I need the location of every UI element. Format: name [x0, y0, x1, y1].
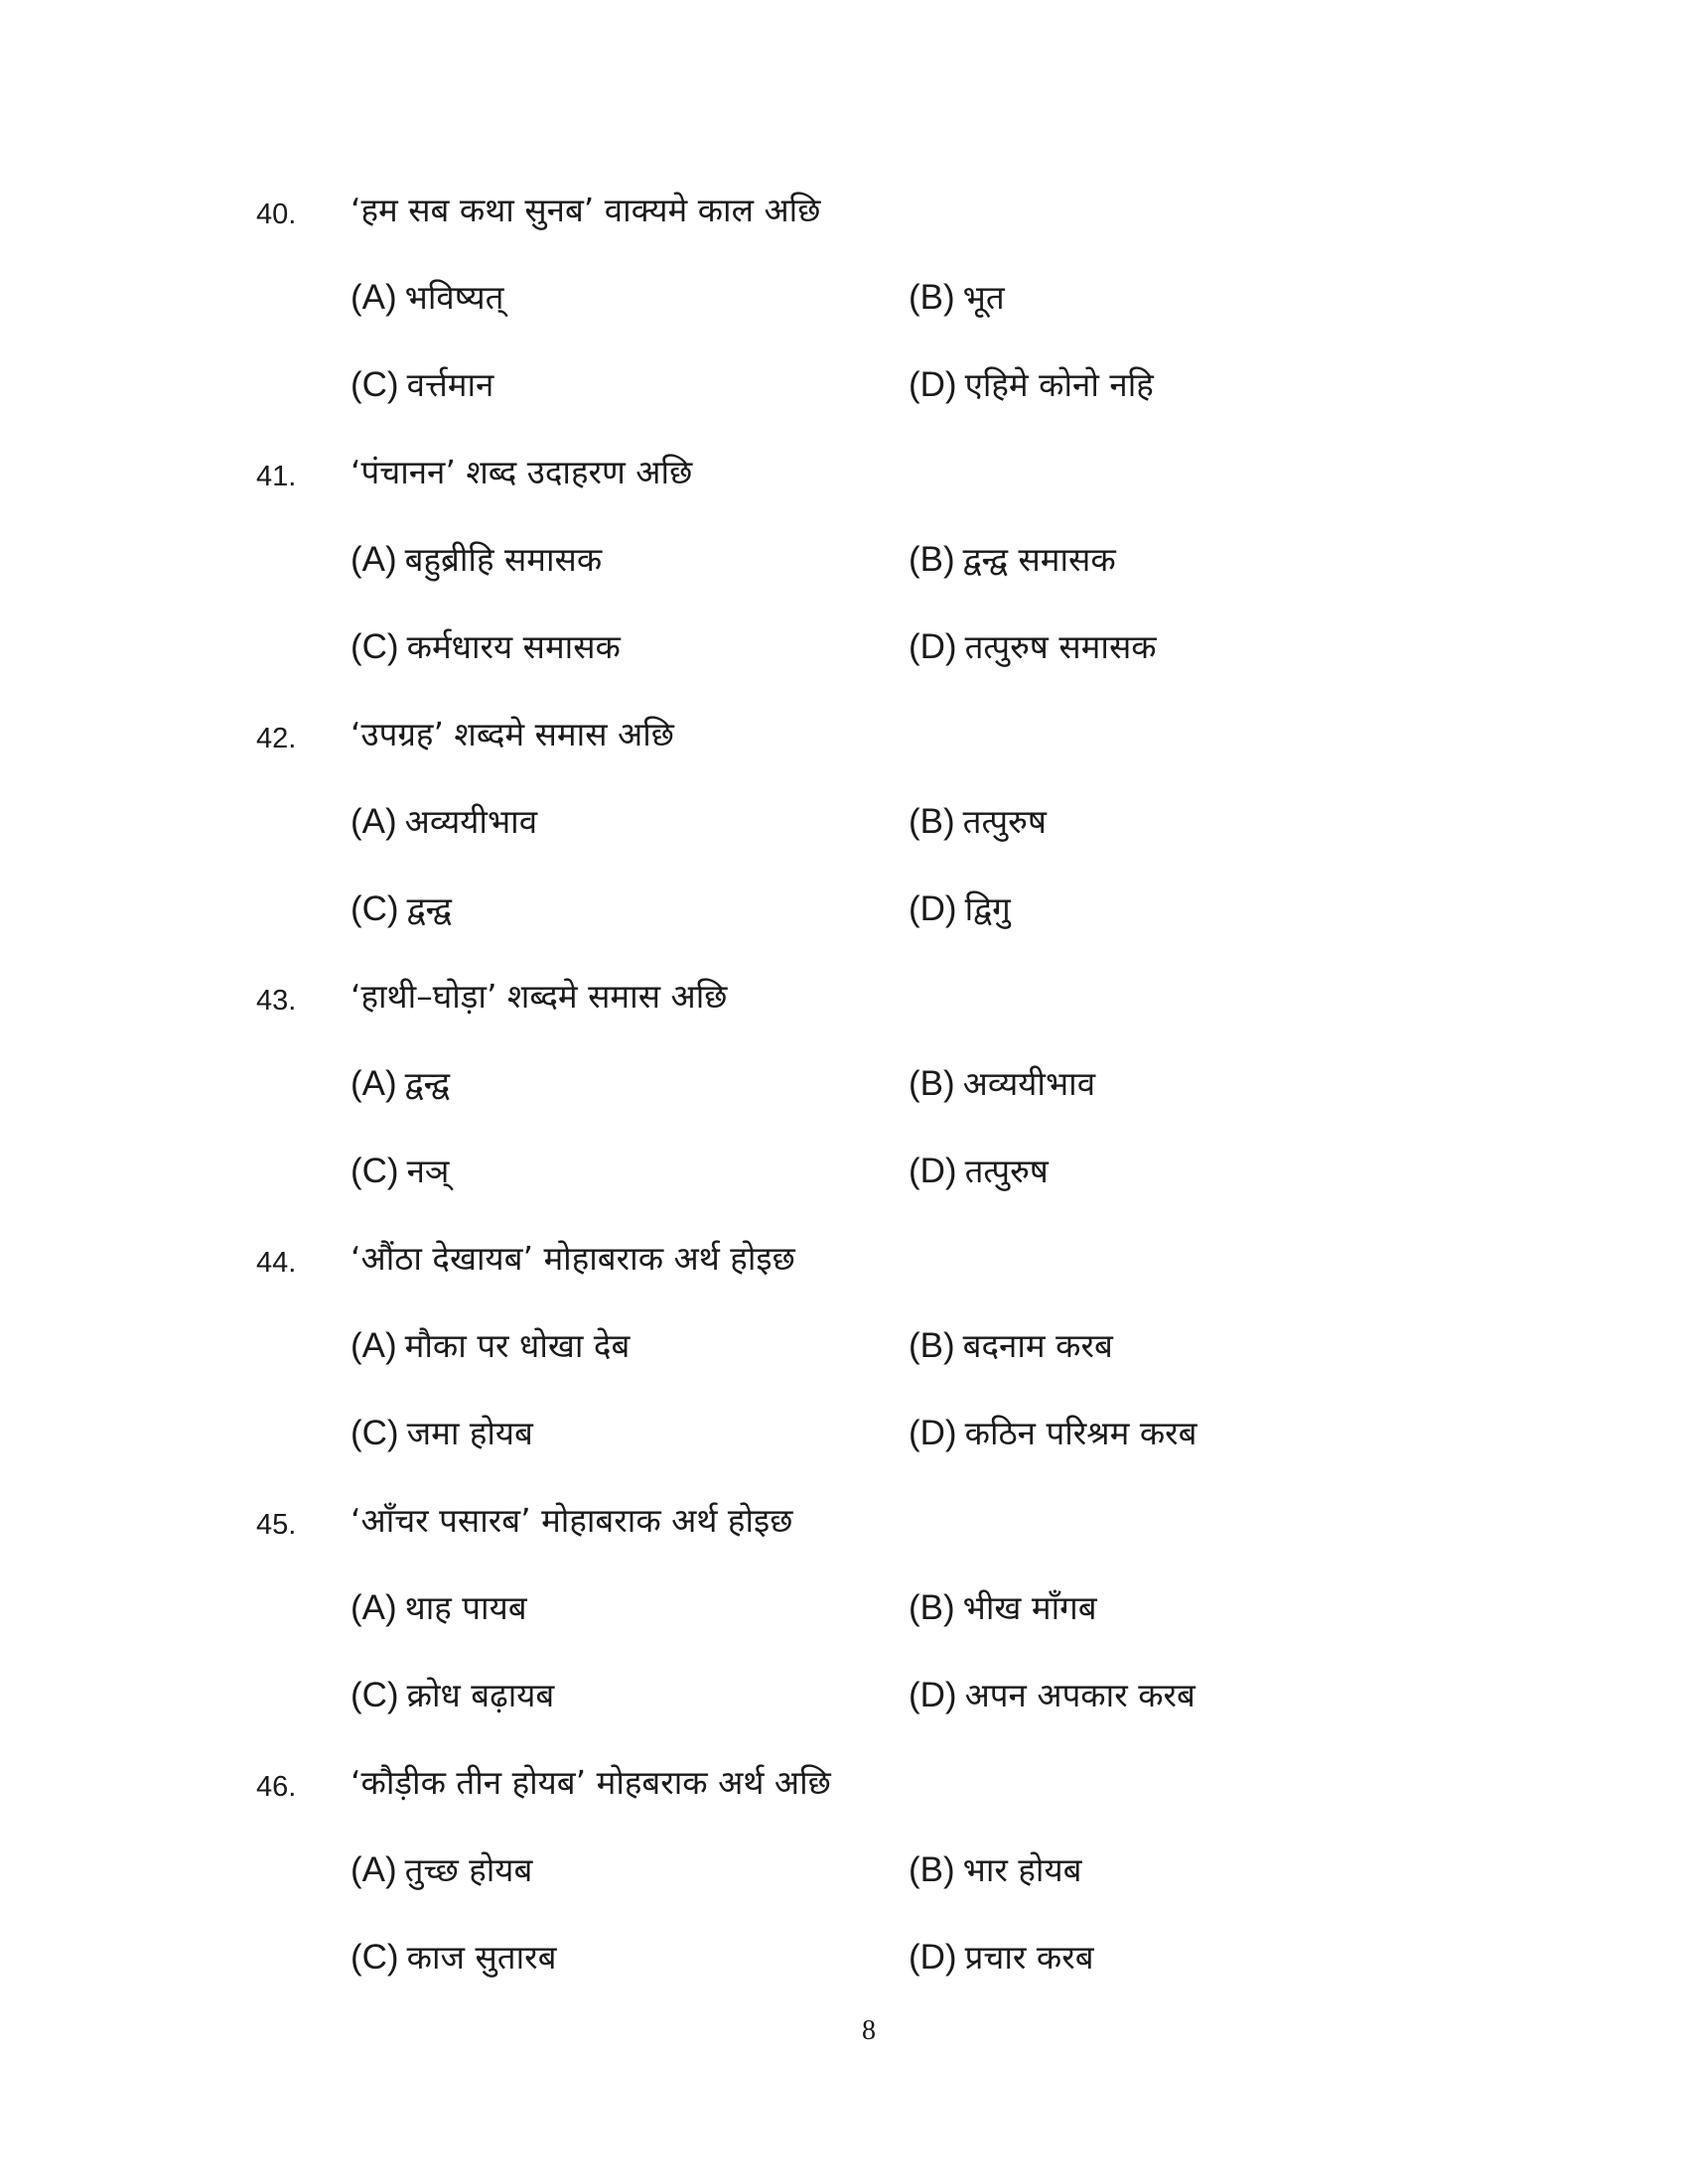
option-text: प्रचार करब	[964, 1938, 1094, 1977]
question-number: 41.	[256, 461, 297, 492]
option-a	[351, 274, 503, 322]
option-text: तुच्छ होयब	[404, 1850, 533, 1889]
option-label: (C)	[351, 1414, 399, 1452]
question-number: 44.	[256, 1247, 297, 1279]
question-number: 45.	[256, 1509, 297, 1541]
option-d	[909, 623, 1157, 671]
option-text: तत्पुरुष	[964, 1152, 1049, 1190]
option-text: काज सुतारब	[406, 1938, 557, 1977]
option-label: (A)	[351, 1588, 397, 1627]
option-b	[909, 1060, 1095, 1108]
option-label: (C)	[351, 1938, 399, 1977]
option-d	[909, 361, 1154, 409]
option-text: नञ्	[406, 1152, 450, 1190]
question-42	[0, 715, 1688, 981]
option-label: (A)	[351, 278, 397, 317]
option-text: बदनाम करब	[962, 1326, 1113, 1365]
question-44	[0, 1239, 1688, 1505]
option-label: (D)	[909, 1676, 957, 1714]
option-label: (B)	[909, 1064, 955, 1103]
question-number: 42.	[256, 723, 297, 754]
question-41	[0, 453, 1688, 719]
option-text: भीख माँगब	[962, 1588, 1097, 1627]
question-number: 40.	[256, 199, 297, 230]
option-text: क्रोध बढ़ायब	[406, 1676, 555, 1714]
question-46	[0, 1763, 1688, 2029]
option-label: (D)	[909, 1414, 957, 1452]
option-label: (B)	[909, 1850, 955, 1889]
question-number: 46.	[256, 1771, 297, 1803]
question-45	[0, 1501, 1688, 1767]
option-b	[909, 536, 1116, 584]
question-text: ‘औंठा देखायब’ मोहाबराक अर्थ होइछ	[351, 1239, 795, 1278]
option-d	[909, 1148, 1049, 1195]
question-text: ‘आँचर पसारब’ मोहाबराक अर्थ होइछ	[351, 1501, 793, 1540]
option-text: भूत	[962, 278, 1005, 317]
option-text: द्वन्द्व समासक	[962, 540, 1116, 579]
option-b	[909, 274, 1005, 322]
option-text: एहिमे कोनो नहि	[964, 365, 1154, 404]
option-b	[909, 1322, 1113, 1370]
option-text: अव्ययीभाव	[404, 802, 538, 841]
question-number: 43.	[256, 985, 297, 1017]
option-label: (B)	[909, 540, 955, 579]
question-40	[0, 191, 1688, 457]
option-text: अपन अपकार करब	[964, 1676, 1196, 1714]
option-label: (B)	[909, 1326, 955, 1365]
option-label: (C)	[351, 365, 399, 404]
option-text: मौका पर धोखा देब	[404, 1326, 631, 1365]
option-text: बहुब्रीहि समासक	[404, 540, 603, 579]
option-label: (D)	[909, 1938, 957, 1977]
option-b	[909, 798, 1047, 846]
option-text: भार होयब	[962, 1850, 1082, 1889]
option-c	[351, 886, 452, 933]
option-label: (A)	[351, 540, 397, 579]
option-label: (D)	[909, 889, 957, 928]
option-label: (A)	[351, 1326, 397, 1365]
option-label: (D)	[909, 627, 957, 666]
option-label: (C)	[351, 1152, 399, 1190]
option-text: थाह पायब	[404, 1588, 527, 1627]
question-text: ‘पंचानन’ शब्द उदाहरण अछि	[351, 453, 693, 491]
option-b	[909, 1846, 1081, 1894]
option-label: (C)	[351, 889, 399, 928]
option-text: अव्ययीभाव	[962, 1064, 1096, 1103]
option-label: (B)	[909, 802, 955, 841]
option-label: (B)	[909, 1588, 955, 1627]
option-a	[351, 1322, 630, 1370]
option-a	[351, 798, 537, 846]
option-a	[351, 1584, 527, 1632]
question-text: ‘हाथी–घोड़ा’ शब्दमे समास अछि	[351, 977, 728, 1016]
option-label: (A)	[351, 802, 397, 841]
option-c	[351, 1672, 554, 1719]
option-label: (C)	[351, 1676, 399, 1714]
option-c	[351, 1934, 556, 1981]
option-c	[351, 623, 621, 671]
option-text: कठिन परिश्रम करब	[964, 1414, 1197, 1452]
option-b	[909, 1584, 1097, 1632]
option-text: द्वन्द्व	[406, 889, 452, 928]
option-c	[351, 1410, 533, 1457]
option-label: (D)	[909, 365, 957, 404]
question-43	[0, 977, 1688, 1243]
option-label: (D)	[909, 1152, 957, 1190]
option-text: तत्पुरुष समासक	[964, 627, 1157, 666]
option-a	[351, 1060, 450, 1108]
option-a	[351, 536, 602, 584]
page-number: 8	[862, 2015, 876, 2046]
option-c	[351, 361, 493, 409]
question-text: ‘कौड़ीक तीन होयब’ मोहबराक अर्थ अछि	[351, 1763, 831, 1802]
option-text: वर्त्तमान	[406, 365, 494, 404]
question-text: ‘उपग्रह’ शब्दमे समास अछि	[351, 715, 674, 753]
option-d	[909, 1934, 1094, 1981]
question-text: ‘हम सब कथा सुनब’ वाक्यमे काल अछि	[351, 191, 821, 229]
option-text: कर्मधारय समासक	[406, 627, 621, 666]
option-label: (A)	[351, 1850, 397, 1889]
option-label: (C)	[351, 627, 399, 666]
option-d	[909, 1672, 1196, 1719]
option-label: (B)	[909, 278, 955, 317]
option-label: (A)	[351, 1064, 397, 1103]
option-a	[351, 1846, 532, 1894]
option-d	[909, 1410, 1197, 1457]
option-text: द्विगु	[964, 889, 1011, 928]
option-text: जमा होयब	[406, 1414, 533, 1452]
option-text: भविष्यत्	[404, 278, 504, 317]
option-d	[909, 886, 1011, 933]
option-text: तत्पुरुष	[962, 802, 1047, 841]
option-text: द्वन्द्व	[404, 1064, 450, 1103]
option-c	[351, 1148, 449, 1195]
